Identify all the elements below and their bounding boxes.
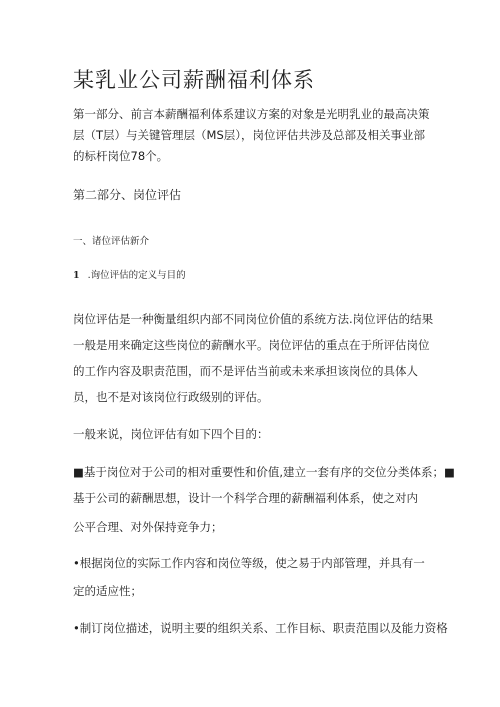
subsection-heading-numbered: [73, 267, 435, 281]
subsection-heading-text: .询位评估的定义与目的: [87, 270, 186, 281]
document-title: 某乳业公司薪酬福利体系: [73, 68, 315, 92]
body-paragraph: 岗位评估是一种衡量组织内部不同岗位价值的系统方法.岗位评估的结果一般是用来确定这些岗位的薪酬水平。岗位评估的重点在于所评估岗位的工作内容及职责范围，而不是评估当前或未来承担该岗位的具体人员，也不是对该岗位行政级别的评估。: [73, 312, 434, 404]
purpose-item-line: 公平合理、对外保持竞争力；: [73, 520, 223, 534]
intro-paragraph: 第一部分、前言本薪酬福利体系建议方案的对象是光明乳业的最高决策层（T层）与关键管理层（MS层），岗位评估共涉及总部及相关事业部的标杆岗位78个。: [73, 107, 430, 163]
purpose-item-line: 定的适应性；: [73, 584, 142, 598]
purpose-item-line: •根据岗位的实际工作内容和岗位等级，使之易于内部管理，并具有一: [73, 556, 425, 570]
purpose-item-line: 基于公司的薪酬思想，设计一个科学合理的薪酬福利体系，使之对内: [73, 491, 418, 505]
list-number: 1: [73, 270, 80, 281]
purpose-item-line: ■基于岗位对于公司的相对重要性和价值,建立一套有序的交位分类体系；■: [73, 465, 455, 479]
subsection-heading: 一、诸位评估新介: [73, 236, 150, 247]
section-heading: 第二部分、岗位评估: [73, 188, 182, 202]
purposes-intro: 一般来说，岗位评估有如下四个目的：: [73, 427, 269, 441]
purpose-item-line: •制订岗位描述，说明主要的组织关系、工作目标、职责范围以及能力资格: [73, 621, 448, 635]
